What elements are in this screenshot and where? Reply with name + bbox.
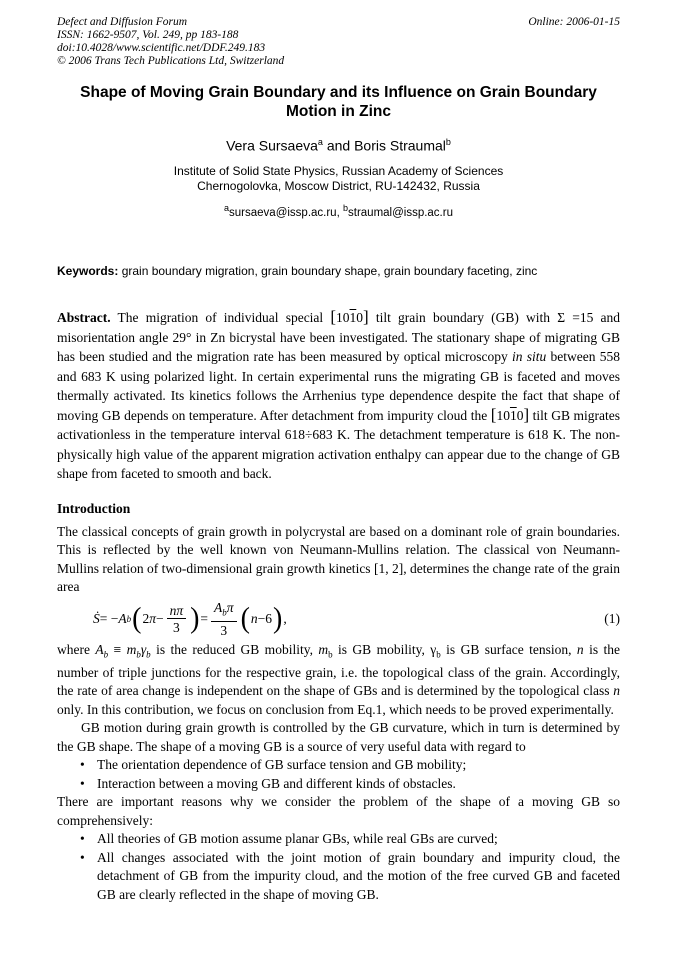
where-text: is GB surface tension, xyxy=(440,641,577,657)
journal-info xyxy=(57,16,284,68)
sub-b: b xyxy=(103,649,109,660)
eq-equals: = xyxy=(200,610,209,626)
miller-bracket: ] xyxy=(363,307,369,327)
eq-num-2: 2 xyxy=(142,610,150,626)
issn-line: ISSN: 1662-9507, Vol. 249, pp 183-188 xyxy=(57,29,239,41)
bullet-item xyxy=(80,756,620,775)
miller-bracket: ] xyxy=(523,404,530,424)
copyright-line: © 2006 Trans Tech Publications Ltd, Switzerland xyxy=(57,55,285,67)
miller-overbar-digit: 1 xyxy=(509,407,517,423)
where-text: is the reduced GB mobility, xyxy=(150,641,319,657)
eq-var-n: n xyxy=(169,602,177,618)
var-gamma: γ xyxy=(140,641,147,657)
email-1: sursaeva@issp.ac.ru, xyxy=(229,206,343,219)
doi-line: doi:10.4028/www.scientific.net/DDF.249.183 xyxy=(57,42,266,54)
var-m: m xyxy=(126,641,137,657)
where-text: ≡ xyxy=(108,641,127,657)
paper-title: Shape of Moving Grain Boundary and its Influence on Grain Boundary Motion in Zinc xyxy=(80,84,597,120)
bullet-icon: • xyxy=(80,831,85,847)
left-paren: ( xyxy=(132,602,142,635)
page-header xyxy=(57,16,620,68)
var-n: n xyxy=(576,641,584,657)
eq-pi: π xyxy=(149,610,156,626)
sub-b: b xyxy=(328,649,333,660)
fraction-Abpi-3 xyxy=(211,600,237,638)
bullet-icon: • xyxy=(80,849,85,865)
miller-digits: 0 xyxy=(516,407,524,423)
eq-var-n: n xyxy=(250,610,258,626)
email-line xyxy=(57,201,620,220)
keywords-line xyxy=(57,264,620,279)
eq-minus-6: −6 xyxy=(257,610,273,626)
equation-number: (1) xyxy=(604,610,620,626)
intro-paragraph-3: There are important reasons why we consider the problem of the shape of a moving GB so comprehensively: xyxy=(57,794,620,828)
email-2-mark: b xyxy=(342,202,348,213)
bullet-icon: • xyxy=(80,775,85,791)
bullet-icon: • xyxy=(80,757,85,773)
where-paragraph xyxy=(57,641,620,720)
abstract-text-2: tilt grain boundary (GB) with Σ =15 and misorientation angle 29° in Zn bicrystal have been investigated. The stationary shape of migrating GB has been studied and the migration rate has been measured by optical microscopy xyxy=(57,310,620,365)
miller-overbar-digit: 1 xyxy=(349,310,357,326)
eq-minus: − xyxy=(155,610,164,626)
where-text: where xyxy=(57,641,96,657)
right-paren: ) xyxy=(273,602,283,635)
eq-sub-b: b xyxy=(126,613,132,624)
email-1-mark: a xyxy=(224,202,230,213)
miller-digits: 10 xyxy=(496,407,510,423)
abstract-text-4: tilt GB migrates activationless in the temperature interval 618÷683 K. The detachment temperature is 618 K. The non-physically high value of the apparent migration activation enthalpy can appear due to the change of GB shape from faceted to smooth and back. xyxy=(57,407,621,482)
var-gamma: γ xyxy=(430,641,437,657)
abstract-label: Abstract. xyxy=(57,310,111,326)
bullet-text: Interaction between a moving GB and different kinds of obstacles. xyxy=(97,775,456,791)
right-paren: ) xyxy=(190,602,200,635)
where-text: is GB mobility, xyxy=(332,641,431,657)
eq-var-A: A xyxy=(118,610,127,626)
section-heading-introduction: Introduction xyxy=(57,500,131,516)
where-text: is the number of triple junctions for the respective grain, i.e. the topological class of the grain. Accordingly, the rate of area change is independent on the shape of GBs and is determined by the topological class xyxy=(57,641,620,699)
var-m: m xyxy=(318,641,329,657)
eq-comma: , xyxy=(283,610,287,626)
var-A: A xyxy=(95,641,104,657)
eq-var-A: A xyxy=(214,599,223,615)
sub-b: b xyxy=(136,649,141,660)
miller-digits: 10 xyxy=(336,310,350,326)
keywords-label: Keywords: xyxy=(57,264,119,279)
bullet-text: All changes associated with the joint motion of grain boundary and impurity cloud, the detachment of GB from the impurity cloud, and the motion of the free curved GB and faceted GB are clearly reflected in the shape of moving GB. xyxy=(97,849,620,902)
miller-bracket: [ xyxy=(330,307,337,327)
email-2: straumal@issp.ac.ru xyxy=(348,206,453,219)
eq-s-dot: Ṡ xyxy=(93,610,100,626)
eq-den-3: 3 xyxy=(220,622,228,638)
eq-sub-b: b xyxy=(222,607,227,618)
bullet-item xyxy=(80,849,620,905)
eq-relation: = − xyxy=(99,610,119,626)
author-1-affmark: a xyxy=(317,137,323,147)
bullet-text: All theories of GB motion assume planar GBs, while real GBs are curved; xyxy=(97,831,498,847)
author-2-affmark: b xyxy=(445,137,451,147)
in-situ-italic: in situ xyxy=(511,349,547,365)
online-date: Online: 2006-01-15 xyxy=(528,16,620,28)
bullet-item xyxy=(80,775,620,794)
intro-paragraph-1: The classical concepts of grain growth in polycrystal are based on a dominant role of grain boundaries. This is reflected by the well known von Neumann-Mullins relation. The classical von Neumann-Mullins relation of two-dimensional grain growth kinetics [1, 2], determines the change rate of the grain area xyxy=(57,523,620,595)
abstract-paragraph xyxy=(57,308,620,484)
affiliation-line-1: Institute of Solid State Physics, Russian Academy of Sciences xyxy=(173,163,504,178)
bullet-item xyxy=(80,830,620,849)
keywords-text: grain boundary migration, grain boundary shape, grain boundary faceting, zinc xyxy=(118,264,538,279)
affiliation xyxy=(57,164,620,194)
where-text: only. In this contribution, we focus on conclusion from Eq.1, which needs to be proved experimentally. xyxy=(57,701,614,717)
miller-bracket: [ xyxy=(490,404,497,424)
affiliation-line-2: Chernogolovka, Moscow District, RU-142432, Russia xyxy=(197,178,480,193)
eq-pi: π xyxy=(226,599,234,615)
fraction-n-pi-3 xyxy=(167,603,187,635)
author-joiner: and xyxy=(322,137,355,154)
bullet-text: The orientation dependence of GB surface tension and GB mobility; xyxy=(97,757,467,773)
var-n: n xyxy=(613,683,620,699)
abstract-text-1: The migration of individual special xyxy=(110,310,331,326)
author-1: Vera Sursaeva xyxy=(226,137,318,154)
author-2: Boris Straumal xyxy=(354,137,446,154)
journal-name: Defect and Diffusion Forum xyxy=(57,16,187,28)
miller-digits: 0 xyxy=(356,310,364,326)
equation-1 xyxy=(93,600,620,638)
eq-pi: π xyxy=(176,602,184,618)
author-line xyxy=(57,134,620,155)
eq-den-3: 3 xyxy=(172,619,180,635)
intro-paragraph-2: GB motion during grain growth is controlled by the GB curvature, which in turn is determined by the GB shape. The shape of a moving GB is a source of very useful data with regard to xyxy=(57,720,620,754)
equation-body xyxy=(93,600,287,638)
left-paren: ( xyxy=(240,602,250,635)
abstract-text-3: between 558 and 683 K using polarized light. In certain experimental runs the migrating GB is faceted and moves thermally activated. Its kinetics follows the Arrhenius type dependence despite the fact that shape of moving GB depends on temperature. After detachment from impurity cloud the xyxy=(57,349,620,423)
sub-b: b xyxy=(436,649,441,660)
sub-b: b xyxy=(146,649,151,660)
